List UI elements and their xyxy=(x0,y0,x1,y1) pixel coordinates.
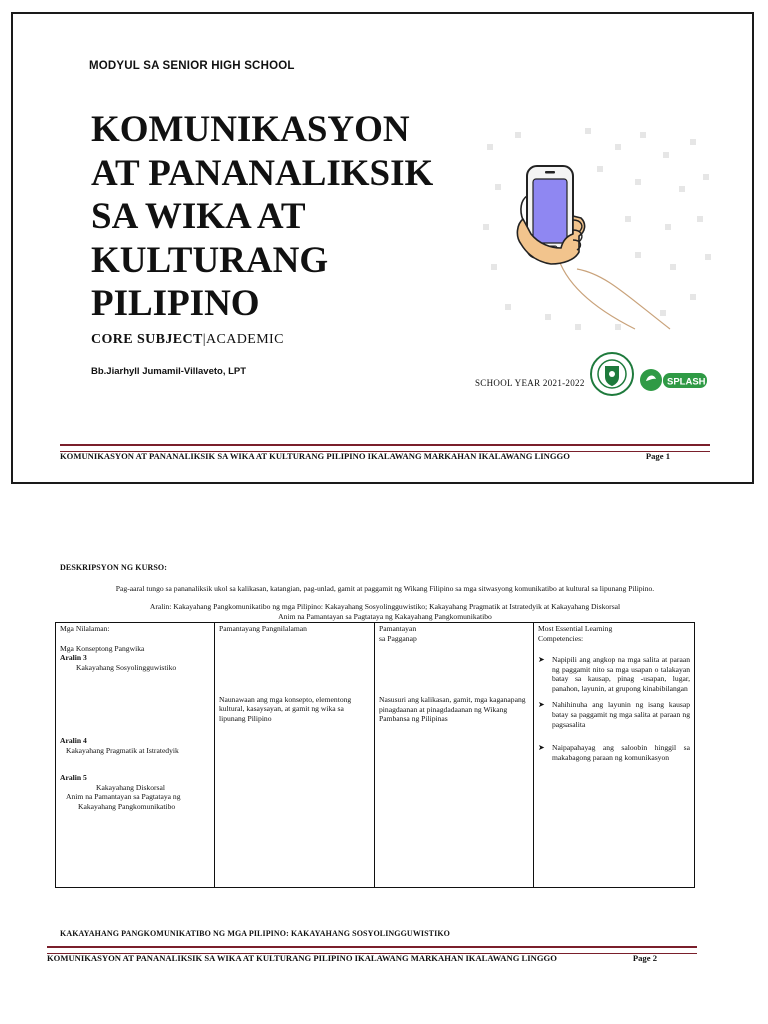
col4-header: Most Essential Learning xyxy=(538,624,613,633)
title-line: SA WIKA AT xyxy=(91,196,306,237)
page-footer xyxy=(60,451,710,461)
page-number: Page 2 xyxy=(632,953,657,963)
col3-body: Nasusuri ang kalikasan, gamit, mga kaganapang pinagdaanan at pinagdadaanan ng Wikang Pambansa ng Pilipinas xyxy=(379,695,526,723)
aralin5-label: Aralin 5 xyxy=(60,773,87,782)
aralin5-text: Kakayahang Diskorsal xyxy=(96,782,165,792)
core-subject-bold: CORE SUBJECT xyxy=(91,332,203,347)
competencies-column xyxy=(534,623,695,888)
title-line: KULTURANG xyxy=(91,239,329,281)
splash-logo xyxy=(639,365,709,395)
author-name: Bb.Jiarhyll Jumamil-Villaveto, LPT xyxy=(91,366,247,377)
aralin3-label: Aralin 3 xyxy=(60,653,87,662)
module-title xyxy=(91,108,491,326)
col4-header: Competencies: xyxy=(538,633,584,643)
lesson-heading xyxy=(55,602,715,621)
performance-standard-column xyxy=(375,623,534,888)
aralin4-text: Kakayahang Pragmatik at Istratedyik xyxy=(66,745,179,755)
aralin5-text: Kakayahang Pangkomunikatibo xyxy=(78,801,176,811)
col3-header: Pamantayan xyxy=(379,624,417,633)
core-subject-sep: | xyxy=(202,332,206,347)
col3-header: sa Pagganap xyxy=(379,633,417,643)
content-column xyxy=(56,623,215,888)
description-heading: DESKRIPSYON NG KURSO: xyxy=(60,563,168,572)
curriculum-table xyxy=(55,622,695,888)
page-number: Page 1 xyxy=(645,451,670,461)
table-row xyxy=(56,623,695,888)
arrow-bullet-icon: ➤ xyxy=(538,700,545,710)
aralin5-text: Anim na Pamantayan sa Pagtataya ng xyxy=(66,792,181,801)
competency-list xyxy=(538,655,690,762)
description-text: Pag-aaral tungo sa pananaliksik ukol sa kalikasan, katangian, pag-unlad, gamit at paggamit ng Wikang Filipino sa mga sitwasyong komunikatibo at kultural sa lipunang Pilipino. xyxy=(115,584,655,593)
core-subject-label xyxy=(91,332,284,348)
competency-text: Nahihinuha ang layunin ng isang kausap batay sa paggamit ng mga salita at paraan ng pagsasalita xyxy=(552,700,690,729)
col1-header: Mga Nilalaman: xyxy=(60,624,110,633)
splash-logo-text: SPLASH xyxy=(667,376,706,388)
school-seal-logo xyxy=(589,351,635,397)
page-footer xyxy=(47,953,697,963)
list-item xyxy=(538,743,690,762)
footer-text: KOMUNIKASYON AT PANANALIKSIK SA WIKA AT KULTURANG PILIPINO IKALAWANG MARKAHAN IKALAWANG LINGGO xyxy=(60,451,570,461)
lesson-line: Anim na Pamantayan sa Pagtataya ng Kakayahang Pangkomunikatibo xyxy=(278,611,492,621)
content-standard-column xyxy=(215,623,375,888)
col2-header: Pamantayang Pangnilalaman xyxy=(219,624,307,633)
competency-text: Naipapahayag ang saloobin hinggil sa makabagong paraan ng komunikasyon xyxy=(552,743,690,762)
aralin4-label: Aralin 4 xyxy=(60,736,87,745)
title-line: AT PANANALIKSIK xyxy=(91,152,434,194)
phone-hand-illustration xyxy=(465,124,725,339)
module-label: MODYUL SA SENIOR HIGH SCHOOL xyxy=(89,60,295,72)
arrow-bullet-icon: ➤ xyxy=(538,655,545,664)
competency-text: Napipili ang angkop na mga salita at paraan ng paggamit nito sa mga usapan o talakayan batay sa kausap, pinag -usapan, lugar, panahon, layunin, at grupong kinabibilangan xyxy=(552,655,690,693)
col1-subheader: Mga Konseptong Pangwika xyxy=(60,643,145,653)
title-line: PILIPINO xyxy=(91,283,260,324)
aralin3-text: Kakayahang Sosyolingguwistiko xyxy=(76,662,177,672)
list-item xyxy=(538,655,690,693)
footer-text: KOMUNIKASYON AT PANANALIKSIK SA WIKA AT KULTURANG PILIPINO IKALAWANG MARKAHAN IKALAWANG LINGGO xyxy=(47,953,557,963)
section-heading: KAKAYAHANG PANGKOMUNIKATIBO NG MGA PILIPINO: KAKAYAHANG SOSYOLINGGUWISTIKO xyxy=(60,929,450,938)
core-subject-track: ACADEMIC xyxy=(205,332,284,347)
col2-body: Naunawaan ang mga konsepto, elementong kultural, kasaysayan, at gamit ng wika sa lipunang Pilipino xyxy=(219,694,352,723)
arrow-bullet-icon: ➤ xyxy=(538,743,545,753)
cover-page xyxy=(11,12,754,484)
school-year: SCHOOL YEAR 2021-2022 xyxy=(475,378,585,388)
title-line: KOMUNIKASYON xyxy=(91,109,410,150)
list-item xyxy=(538,700,690,729)
lesson-line: Aralin: Kakayahang Pangkomunikatibo ng mga Pilipino: Kakayahang Sosyolingguwistiko; Kakayahang Pragmatik at Istratedyik at Kakayahang Diskorsal xyxy=(149,602,621,611)
